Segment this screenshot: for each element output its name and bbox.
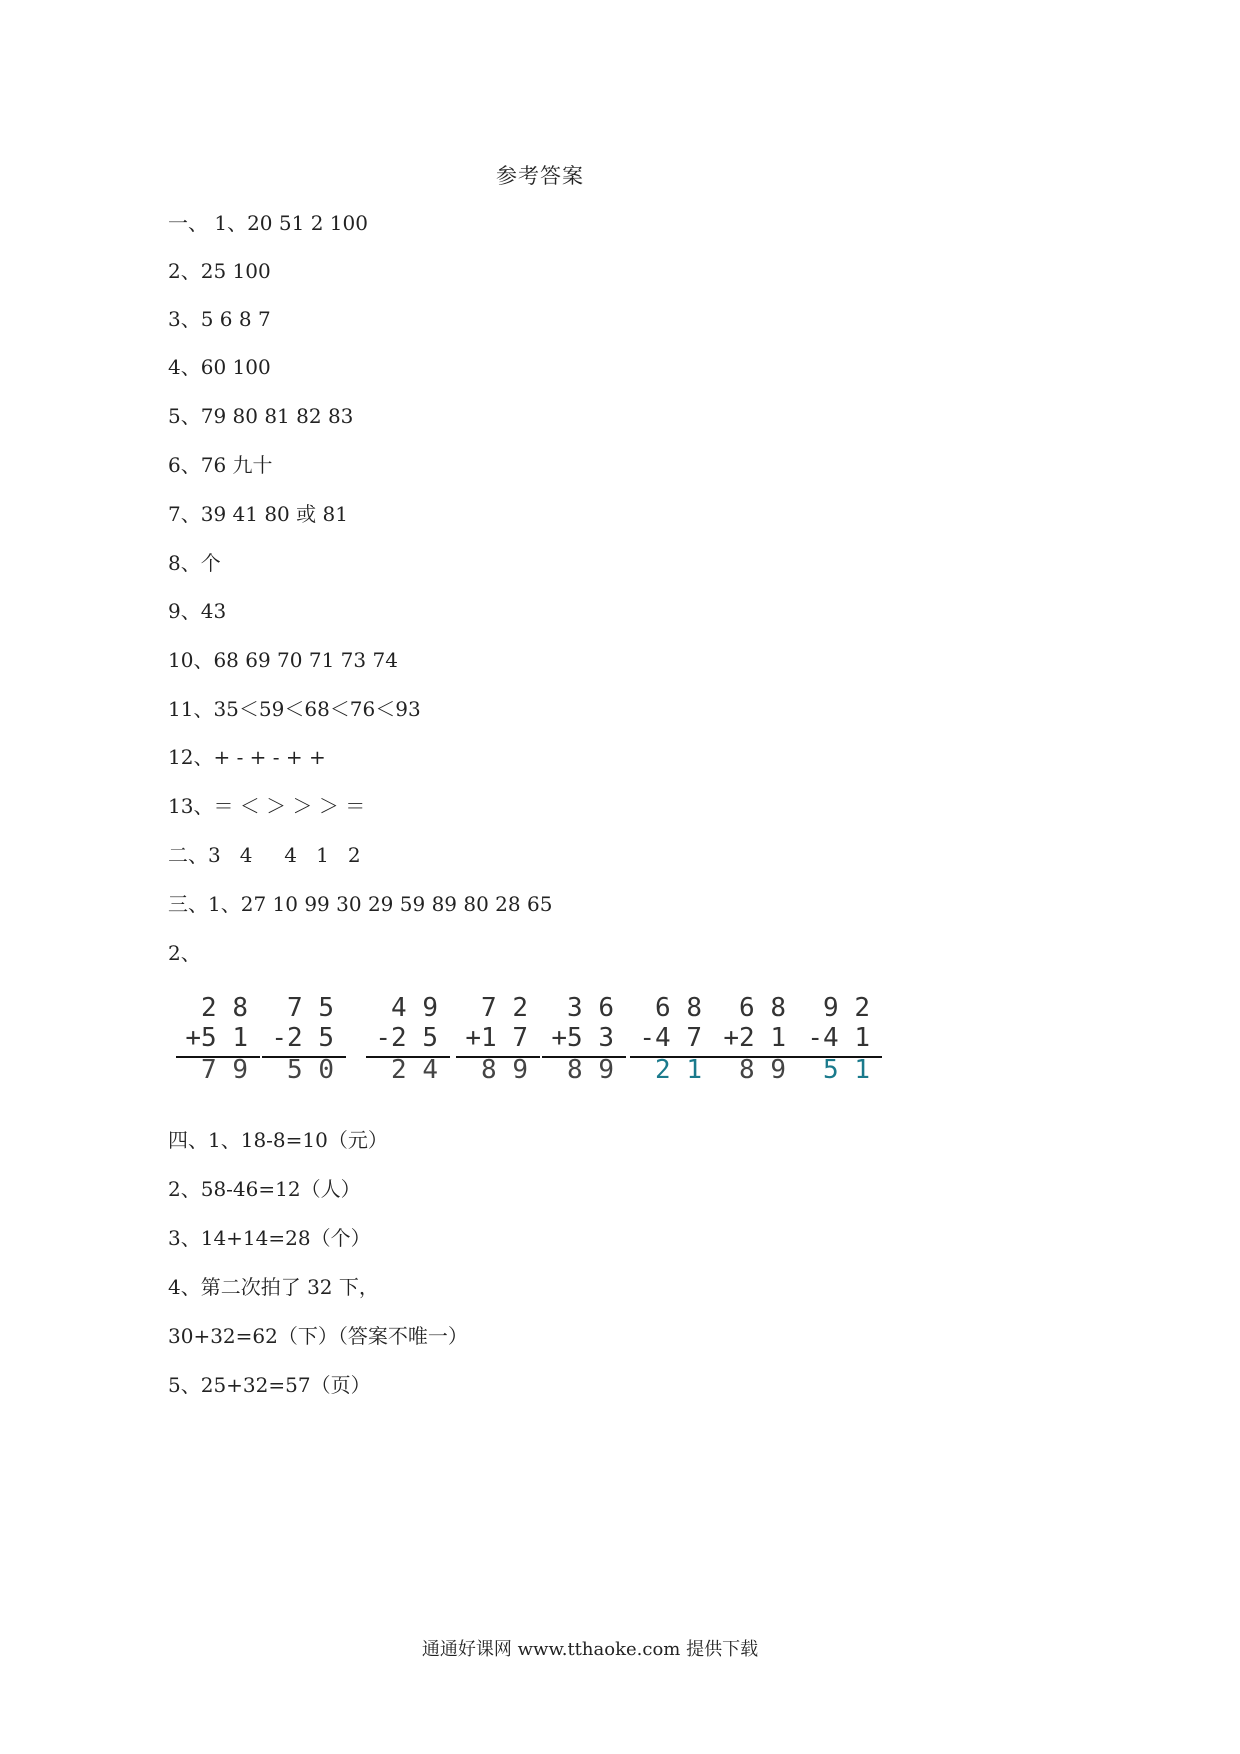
- result: 7 9: [201, 1055, 248, 1085]
- vertical-sum: [262, 994, 346, 1094]
- operand-bottom: +5 3: [551, 1023, 614, 1053]
- page-title: 参考答案: [496, 164, 584, 188]
- answer-line: 3、5 6 8 7: [168, 307, 271, 331]
- vertical-sum: [798, 994, 882, 1094]
- answer-line: 7、39 41 80 或 81: [168, 502, 348, 526]
- vertical-sum: [714, 994, 798, 1094]
- answer-line: 4、60 100: [168, 355, 271, 379]
- operand-bottom: -4 7: [639, 1023, 702, 1053]
- result: 8 9: [481, 1055, 528, 1085]
- answer-line: 一、 1、20 51 2 100: [168, 211, 368, 235]
- answer-line: 四、1、18-8=10（元）: [168, 1128, 388, 1152]
- vertical-sum: [366, 994, 450, 1094]
- result: 2 4: [391, 1055, 438, 1085]
- answer-line: 6、76 九十: [168, 453, 273, 477]
- answer-line: 13、＝ ＜ ＞ ＞ ＞ ＝: [168, 794, 366, 818]
- answer-line: 8、个: [168, 551, 221, 575]
- answer-line: 2、58-46=12（人）: [168, 1177, 361, 1201]
- vertical-sum: [542, 994, 626, 1094]
- answer-line: 12、+ - + - + +: [168, 745, 326, 769]
- answer-line: 2、25 100: [168, 259, 271, 283]
- answer-line: 3、14+14=28（个）: [168, 1226, 371, 1250]
- answer-line: 5、25+32=57（页）: [168, 1373, 371, 1397]
- answer-line: 二、3 4 4 1 2: [168, 843, 361, 867]
- answer-line: 10、68 69 70 71 73 74: [168, 648, 398, 672]
- answer-line: 30+32=62（下）（答案不唯一）: [168, 1324, 468, 1348]
- operand-bottom: +5 1: [185, 1023, 248, 1053]
- answer-line: 2、: [168, 941, 201, 965]
- operand-bottom: +2 1: [723, 1023, 786, 1053]
- operand-bottom: -2 5: [375, 1023, 438, 1053]
- result: 8 9: [567, 1055, 614, 1085]
- footer-credit: 通通好课网 www.tthaoke.com 提供下载: [421, 1639, 759, 1660]
- vertical-sum: [176, 994, 260, 1094]
- answer-line: 5、79 80 81 82 83: [168, 404, 354, 428]
- operand-top: 6 8: [739, 993, 786, 1023]
- answer-line: 11、35＜59＜68＜76＜93: [168, 697, 421, 721]
- answer-line: 9、43: [168, 599, 227, 623]
- answer-line: 4、第二次拍了 32 下，: [168, 1275, 379, 1299]
- result: 5 0: [287, 1055, 334, 1085]
- operand-top: 3 6: [567, 993, 614, 1023]
- result: 8 9: [739, 1055, 786, 1085]
- vertical-sum: [630, 994, 714, 1094]
- operand-top: 7 5: [287, 993, 334, 1023]
- operand-top: 4 9: [391, 993, 438, 1023]
- answer-line: 三、1、27 10 99 30 29 59 89 80 28 65: [168, 892, 553, 916]
- operand-top: 2 8: [201, 993, 248, 1023]
- result: 5 1: [823, 1055, 870, 1085]
- result: 2 1: [655, 1055, 702, 1085]
- operand-top: 6 8: [655, 993, 702, 1023]
- operand-bottom: -4 1: [807, 1023, 870, 1053]
- vertical-arithmetic-row: [176, 994, 896, 1094]
- operand-bottom: -2 5: [271, 1023, 334, 1053]
- operand-top: 7 2: [481, 993, 528, 1023]
- vertical-sum: [456, 994, 540, 1094]
- operand-top: 9 2: [823, 993, 870, 1023]
- operand-bottom: +1 7: [465, 1023, 528, 1053]
